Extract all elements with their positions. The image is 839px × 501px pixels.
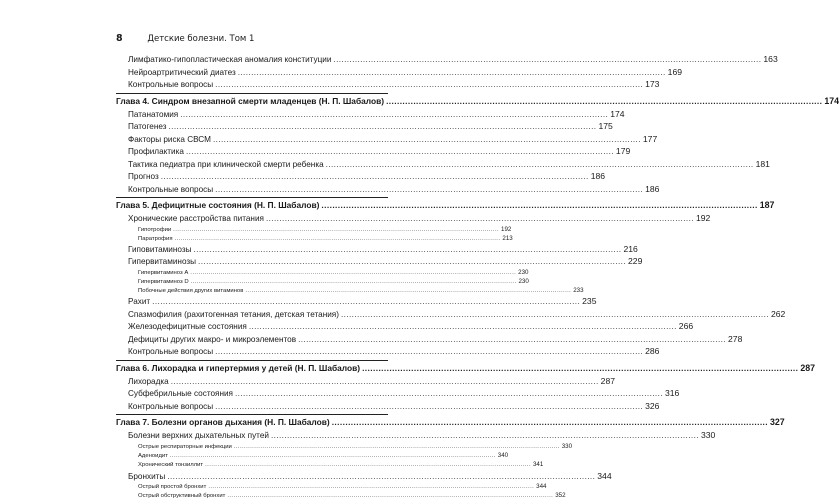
toc-entry-title: Лимфатико-гипопластическая аномалия конституции — [128, 55, 332, 64]
toc-page-number: 179 — [615, 146, 631, 156]
dot-leader — [215, 79, 643, 92]
dot-leader — [341, 309, 769, 322]
dot-leader — [333, 54, 761, 67]
toc-entry — [116, 78, 660, 91]
dot-leader — [362, 362, 798, 375]
dot-leader — [332, 416, 768, 429]
toc-entry-title: Железодефицитные состояния — [128, 322, 247, 332]
toc-entry — [116, 295, 597, 308]
toc-entry-title: Паратрофия — [138, 235, 173, 242]
toc-entry — [116, 345, 660, 358]
toc-page-number: 344 — [597, 470, 612, 481]
toc-entry — [116, 170, 606, 183]
toc-entry-title: Глава 6. Лихорадка и гипертермия у детей (Н. П. Шабалов) — [116, 362, 361, 373]
toc-entry-title: Острый обструктивный бронхит — [138, 493, 226, 500]
toc-page-number: 340 — [497, 452, 509, 460]
toc-page-number: 186 — [645, 183, 660, 194]
toc-entry-title: Патогенез — [128, 122, 167, 131]
toc-entry-title: Контрольные вопросы — [128, 347, 214, 357]
toc-entry — [116, 183, 660, 196]
toc-entry-title: Субфебрильные состояния — [128, 389, 233, 399]
toc-page-number: 286 — [645, 346, 660, 357]
toc-entry — [116, 243, 638, 256]
toc-entry-title: Хронические расстройства питания — [128, 214, 264, 223]
toc-entry-title: Прогноз — [128, 172, 159, 181]
toc-page-number: 186 — [590, 171, 606, 181]
toc-chapter-heading — [116, 93, 839, 108]
toc-entry-title: Гиповитаминозы — [128, 244, 192, 254]
toc-entry — [116, 482, 547, 491]
toc-entry — [116, 491, 566, 500]
toc-entry — [116, 66, 683, 79]
toc-entry-title: Тактика педиатра при клинической смерти ребенка — [128, 159, 324, 169]
toc-entry — [116, 286, 584, 295]
toc-entry — [116, 387, 680, 400]
toc-entry — [116, 145, 631, 158]
dot-leader — [321, 199, 757, 212]
toc-page-number: 192 — [501, 225, 512, 233]
toc-entry-title: Глава 5. Дефицитные состояния (Н. П. Шабалов) — [116, 200, 320, 210]
toc-entry-title: Бронхиты — [128, 471, 166, 481]
toc-entry-title: Профилактика — [128, 147, 184, 156]
toc-entry — [116, 225, 512, 234]
toc-entry — [116, 120, 613, 133]
toc-page-number: 174 — [824, 95, 839, 106]
toc-entry-title: Аденоидит — [138, 453, 168, 460]
toc-entry-title: Гипервитаминоз A — [138, 269, 189, 276]
toc-page-number: 163 — [763, 54, 778, 64]
toc-chapter-heading — [116, 414, 785, 429]
toc-entry — [116, 212, 711, 225]
toc-page-number: 330 — [700, 430, 716, 441]
toc-entry-title: Гипервитаминоз D — [138, 279, 189, 286]
toc-page-number: 278 — [728, 333, 743, 344]
toc-entry-title: Болезни верхних дыхательных путей — [128, 431, 269, 441]
toc-entry-title: Нейроартритический диатез — [128, 67, 236, 77]
toc-page-number: 330 — [561, 442, 573, 450]
toc-page-number: 174 — [610, 108, 625, 119]
toc-entry — [116, 320, 694, 333]
toc-page-number: 175 — [598, 121, 613, 131]
toc-page-number: 230 — [518, 268, 529, 276]
toc-entry-title: Рахит — [128, 297, 151, 307]
toc-entry-title: Контрольные вопросы — [128, 80, 214, 89]
toc-entry-title: Острые респираторные инфекции — [138, 443, 232, 450]
toc-entry — [116, 470, 612, 483]
toc-entry-title: Контрольные вопросы — [128, 184, 214, 194]
toc-page-number: 177 — [642, 133, 658, 144]
toc-entry — [116, 255, 643, 268]
toc-entry-title: Хронический тонзиллит — [138, 462, 204, 469]
toc-entry — [116, 308, 786, 321]
toc-entry — [116, 234, 513, 243]
toc-entry — [116, 375, 616, 388]
toc-entry-title: Побочные действия других витаминов — [138, 288, 244, 295]
toc-page-number: 326 — [645, 400, 660, 411]
table-of-contents — [116, 53, 839, 500]
toc-page-number: 187 — [759, 200, 775, 210]
toc-page-number: 344 — [536, 483, 547, 490]
toc-page-number: 287 — [600, 375, 616, 386]
toc-page-number: 230 — [518, 278, 529, 286]
toc-entry-title: Патанатомия — [128, 109, 179, 119]
toc-entry — [116, 429, 716, 442]
toc-page-number: 266 — [678, 321, 694, 332]
toc-entry — [116, 53, 778, 66]
toc-page-number: 233 — [573, 287, 584, 295]
toc-entry — [116, 460, 544, 469]
dot-leader — [386, 95, 822, 108]
toc-page-number: 173 — [645, 79, 660, 89]
toc-entry-title: Гипотрофии — [138, 226, 172, 233]
page-header — [116, 33, 386, 45]
dot-leader — [326, 159, 754, 172]
toc-entry — [116, 442, 573, 451]
toc-page-number: 341 — [532, 461, 544, 469]
dot-leader — [227, 492, 553, 501]
toc-entry-title: Факторы риска СВСМ — [128, 134, 211, 144]
toc-entry-title: Спазмофилия (рахитогенная тетания, детская тетания) — [128, 309, 339, 319]
toc-page-number: 235 — [582, 296, 597, 307]
toc-page-number: 216 — [623, 243, 638, 254]
toc-entry — [116, 277, 529, 286]
toc-entry-title: Контрольные вопросы — [128, 401, 214, 411]
toc-page-number: 262 — [770, 308, 786, 319]
toc-entry — [116, 108, 625, 121]
toc-page-number: 352 — [555, 492, 566, 500]
toc-page-number: 181 — [755, 158, 770, 169]
toc-page-number: 316 — [664, 388, 680, 399]
dot-leader — [215, 184, 643, 197]
toc-page-number: 192 — [695, 213, 711, 223]
page-number: 8 — [116, 33, 123, 44]
toc-entry — [116, 333, 743, 346]
toc-entry — [116, 268, 529, 277]
dot-leader — [215, 346, 643, 359]
toc-entry-title: Гипервитаминозы — [128, 257, 197, 267]
dot-leader — [215, 401, 643, 414]
toc-page-number: 327 — [770, 417, 785, 428]
toc-entry — [116, 158, 770, 171]
toc-page-number: 229 — [628, 256, 643, 267]
toc-entry — [116, 400, 660, 413]
toc-chapter-heading — [116, 360, 816, 375]
toc-entry-title: Глава 4. Синдром внезапной смерти младенцев (Н. П. Шабалов) — [116, 95, 385, 106]
toc-entry-title: Глава 7. Болезни органов дыхания (Н. П. Шабалов) — [116, 417, 330, 428]
toc-entry-title: Дефициты других макро- и микроэлементов — [128, 334, 297, 344]
toc-page-number: 213 — [502, 234, 513, 242]
toc-page-number: 169 — [667, 66, 683, 77]
running-title: Детские болезни. Том 1 — [147, 34, 255, 44]
toc-entry — [116, 451, 509, 460]
toc-entry-title: Лихорадка — [128, 376, 169, 386]
toc-chapter-heading — [116, 197, 775, 212]
toc-entry — [116, 133, 658, 146]
toc-entry-title: Острый простой бронхит — [138, 484, 207, 490]
toc-page-number: 287 — [800, 362, 816, 373]
